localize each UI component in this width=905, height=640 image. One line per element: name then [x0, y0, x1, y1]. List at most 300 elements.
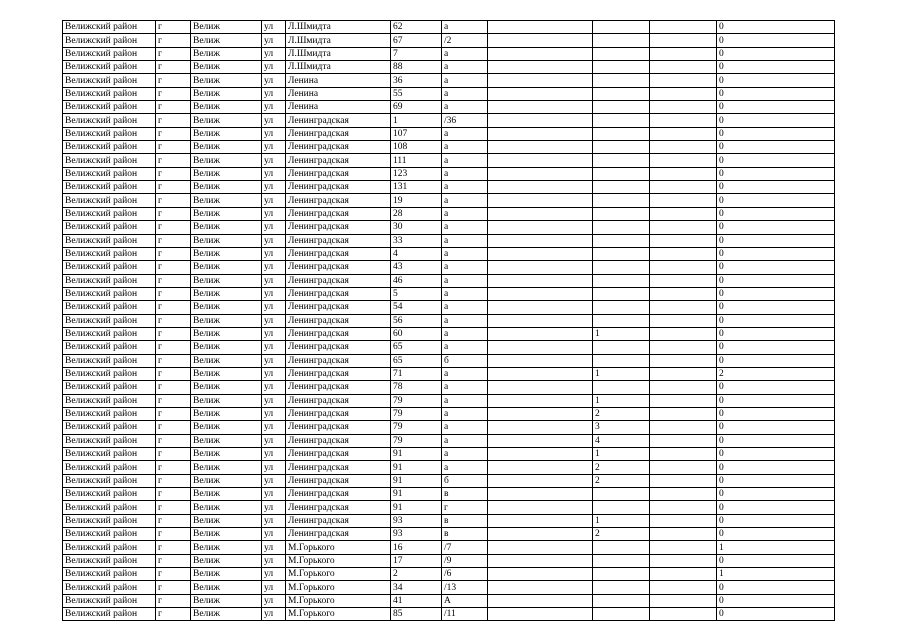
cell-house-number: 107 [391, 127, 442, 140]
cell-house-number: 111 [391, 154, 442, 167]
cell-house-suffix: а [442, 194, 488, 207]
cell-settlement-type: г [156, 501, 191, 514]
cell-street: Ленинградская [286, 181, 391, 194]
cell-building [488, 354, 593, 367]
cell-extra [650, 461, 717, 474]
cell-building [488, 114, 593, 127]
cell-district: Велижский район [63, 581, 156, 594]
cell-district: Велижский район [63, 341, 156, 354]
cell-house-suffix: а [442, 21, 488, 34]
table-row [63, 154, 835, 167]
cell-street-type: ул [262, 421, 286, 434]
cell-district: Велижский район [63, 181, 156, 194]
cell-street: Ленина [286, 74, 391, 87]
cell-apartment: 2 [593, 528, 650, 541]
cell-settlement: Велиж [191, 341, 262, 354]
cell-district: Велижский район [63, 314, 156, 327]
cell-house-number: 1 [391, 114, 442, 127]
cell-settlement-type: г [156, 87, 191, 100]
cell-apartment: 2 [593, 474, 650, 487]
cell-building [488, 407, 593, 420]
cell-apartment: 3 [593, 421, 650, 434]
cell-apartment [593, 167, 650, 180]
cell-house-number: 69 [391, 101, 442, 114]
cell-settlement-type: г [156, 421, 191, 434]
cell-street: Ленинградская [286, 221, 391, 234]
cell-street: М.Горького [286, 541, 391, 554]
cell-extra [650, 421, 717, 434]
cell-house-suffix: а [442, 221, 488, 234]
cell-house-number: 65 [391, 354, 442, 367]
cell-apartment [593, 234, 650, 247]
cell-building [488, 101, 593, 114]
cell-district: Велижский район [63, 101, 156, 114]
cell-district: Велижский район [63, 114, 156, 127]
cell-apartment [593, 221, 650, 234]
cell-extra [650, 327, 717, 340]
cell-street-type: ул [262, 287, 286, 300]
table-row [63, 21, 835, 34]
cell-street-type: ул [262, 327, 286, 340]
cell-street: М.Горького [286, 581, 391, 594]
cell-count: 0 [717, 488, 835, 501]
cell-street-type: ул [262, 554, 286, 567]
cell-apartment [593, 381, 650, 394]
cell-district: Велижский район [63, 287, 156, 300]
cell-district: Велижский район [63, 234, 156, 247]
cell-settlement-type: г [156, 167, 191, 180]
cell-house-suffix: /11 [442, 608, 488, 621]
cell-settlement-type: г [156, 21, 191, 34]
cell-settlement: Велиж [191, 74, 262, 87]
cell-house-suffix: /9 [442, 554, 488, 567]
cell-street: Ленинградская [286, 381, 391, 394]
cell-apartment [593, 101, 650, 114]
cell-building [488, 34, 593, 47]
table-row [63, 327, 835, 340]
cell-count: 1 [717, 541, 835, 554]
cell-building [488, 474, 593, 487]
cell-apartment [593, 568, 650, 581]
cell-district: Велижский район [63, 301, 156, 314]
cell-apartment: 1 [593, 448, 650, 461]
cell-settlement: Велиж [191, 234, 262, 247]
cell-house-number: 79 [391, 434, 442, 447]
cell-street-type: ул [262, 381, 286, 394]
cell-building [488, 421, 593, 434]
cell-apartment [593, 314, 650, 327]
cell-count: 0 [717, 261, 835, 274]
cell-house-number: 91 [391, 461, 442, 474]
cell-house-suffix: а [442, 167, 488, 180]
table-row [63, 354, 835, 367]
cell-count: 0 [717, 287, 835, 300]
cell-extra [650, 261, 717, 274]
cell-street: Л.Шмидта [286, 34, 391, 47]
cell-street-type: ул [262, 34, 286, 47]
cell-settlement-type: г [156, 594, 191, 607]
table-row [63, 341, 835, 354]
cell-settlement-type: г [156, 101, 191, 114]
cell-street: Ленинградская [286, 194, 391, 207]
cell-house-suffix: а [442, 314, 488, 327]
cell-street-type: ул [262, 354, 286, 367]
cell-street: Ленинградская [286, 207, 391, 220]
cell-district: Велижский район [63, 87, 156, 100]
cell-settlement: Велиж [191, 461, 262, 474]
cell-house-number: 56 [391, 314, 442, 327]
cell-street-type: ул [262, 394, 286, 407]
cell-district: Велижский район [63, 274, 156, 287]
cell-extra [650, 474, 717, 487]
cell-street: Ленинградская [286, 367, 391, 380]
cell-extra [650, 381, 717, 394]
cell-street-type: ул [262, 221, 286, 234]
cell-house-number: 91 [391, 474, 442, 487]
table-row [63, 261, 835, 274]
cell-building [488, 461, 593, 474]
cell-street: Ленинградская [286, 461, 391, 474]
cell-house-number: 85 [391, 608, 442, 621]
cell-count: 0 [717, 234, 835, 247]
cell-count: 0 [717, 341, 835, 354]
cell-street: М.Горького [286, 608, 391, 621]
cell-settlement-type: г [156, 394, 191, 407]
cell-apartment [593, 87, 650, 100]
cell-house-suffix: а [442, 247, 488, 260]
cell-settlement: Велиж [191, 21, 262, 34]
cell-building [488, 74, 593, 87]
cell-street: Ленинградская [286, 514, 391, 527]
cell-count: 0 [717, 181, 835, 194]
cell-street: Ленинградская [286, 141, 391, 154]
cell-extra [650, 554, 717, 567]
cell-district: Велижский район [63, 207, 156, 220]
cell-house-suffix: а [442, 394, 488, 407]
cell-extra [650, 434, 717, 447]
cell-extra [650, 287, 717, 300]
cell-apartment [593, 34, 650, 47]
cell-settlement: Велиж [191, 474, 262, 487]
cell-extra [650, 528, 717, 541]
cell-street-type: ул [262, 194, 286, 207]
cell-street-type: ул [262, 514, 286, 527]
table-row [63, 234, 835, 247]
cell-settlement: Велиж [191, 154, 262, 167]
address-table [62, 20, 835, 621]
cell-district: Велижский район [63, 448, 156, 461]
cell-house-suffix: а [442, 461, 488, 474]
cell-house-number: 91 [391, 488, 442, 501]
table-row [63, 394, 835, 407]
cell-count: 0 [717, 581, 835, 594]
cell-house-suffix: а [442, 341, 488, 354]
cell-street: Ленинградская [286, 448, 391, 461]
cell-apartment [593, 141, 650, 154]
cell-district: Велижский район [63, 554, 156, 567]
cell-street-type: ул [262, 314, 286, 327]
cell-street: Ленинградская [286, 314, 391, 327]
cell-building [488, 274, 593, 287]
cell-apartment [593, 341, 650, 354]
cell-building [488, 554, 593, 567]
cell-street-type: ул [262, 154, 286, 167]
cell-settlement-type: г [156, 448, 191, 461]
cell-street-type: ул [262, 568, 286, 581]
cell-count: 0 [717, 514, 835, 527]
cell-district: Велижский район [63, 194, 156, 207]
table-row [63, 61, 835, 74]
cell-house-number: 108 [391, 141, 442, 154]
cell-district: Велижский район [63, 221, 156, 234]
cell-apartment [593, 274, 650, 287]
cell-house-number: 54 [391, 301, 442, 314]
cell-extra [650, 501, 717, 514]
cell-building [488, 594, 593, 607]
cell-district: Велижский район [63, 568, 156, 581]
cell-count: 0 [717, 47, 835, 60]
cell-settlement-type: г [156, 74, 191, 87]
cell-house-number: 2 [391, 568, 442, 581]
table-row [63, 474, 835, 487]
cell-count: 0 [717, 61, 835, 74]
cell-settlement: Велиж [191, 381, 262, 394]
cell-count: 2 [717, 367, 835, 380]
cell-count: 0 [717, 21, 835, 34]
cell-extra [650, 181, 717, 194]
table-row [63, 167, 835, 180]
cell-building [488, 207, 593, 220]
cell-count: 0 [717, 394, 835, 407]
cell-street-type: ул [262, 127, 286, 140]
table-row [63, 114, 835, 127]
cell-street: Ленинградская [286, 354, 391, 367]
cell-house-suffix: а [442, 154, 488, 167]
cell-house-number: 79 [391, 394, 442, 407]
cell-count: 0 [717, 101, 835, 114]
cell-settlement: Велиж [191, 394, 262, 407]
cell-settlement: Велиж [191, 541, 262, 554]
cell-house-suffix: а [442, 207, 488, 220]
cell-settlement-type: г [156, 581, 191, 594]
cell-street-type: ул [262, 274, 286, 287]
cell-extra [650, 167, 717, 180]
cell-count: 0 [717, 407, 835, 420]
cell-house-suffix: а [442, 421, 488, 434]
cell-settlement-type: г [156, 354, 191, 367]
cell-street: Ленинградская [286, 474, 391, 487]
cell-apartment [593, 61, 650, 74]
cell-building [488, 327, 593, 340]
cell-street-type: ул [262, 608, 286, 621]
cell-settlement: Велиж [191, 114, 262, 127]
cell-apartment [593, 488, 650, 501]
cell-apartment [593, 594, 650, 607]
cell-settlement: Велиж [191, 207, 262, 220]
cell-settlement-type: г [156, 554, 191, 567]
cell-extra [650, 234, 717, 247]
cell-settlement: Велиж [191, 568, 262, 581]
cell-house-number: 88 [391, 61, 442, 74]
cell-house-suffix: а [442, 448, 488, 461]
cell-count: 0 [717, 381, 835, 394]
cell-building [488, 394, 593, 407]
cell-street: Ленина [286, 87, 391, 100]
cell-settlement: Велиж [191, 274, 262, 287]
cell-house-number: 131 [391, 181, 442, 194]
cell-street: Ленинградская [286, 407, 391, 420]
cell-apartment: 1 [593, 514, 650, 527]
cell-settlement: Велиж [191, 488, 262, 501]
cell-house-number: 7 [391, 47, 442, 60]
cell-settlement-type: г [156, 127, 191, 140]
cell-street: Ленинградская [286, 341, 391, 354]
cell-apartment [593, 181, 650, 194]
cell-settlement-type: г [156, 314, 191, 327]
cell-building [488, 367, 593, 380]
cell-street-type: ул [262, 461, 286, 474]
cell-extra [650, 354, 717, 367]
cell-extra [650, 594, 717, 607]
table-row [63, 434, 835, 447]
cell-house-number: 79 [391, 421, 442, 434]
cell-street-type: ул [262, 167, 286, 180]
cell-district: Велижский район [63, 594, 156, 607]
cell-building [488, 514, 593, 527]
cell-house-suffix: а [442, 127, 488, 140]
cell-extra [650, 61, 717, 74]
cell-street: Л.Шмидта [286, 61, 391, 74]
cell-house-suffix: а [442, 407, 488, 420]
table-row [63, 34, 835, 47]
cell-apartment [593, 194, 650, 207]
cell-extra [650, 87, 717, 100]
cell-street-type: ул [262, 261, 286, 274]
cell-street-type: ул [262, 474, 286, 487]
cell-street-type: ул [262, 207, 286, 220]
cell-house-number: 71 [391, 367, 442, 380]
cell-settlement-type: г [156, 221, 191, 234]
cell-building [488, 608, 593, 621]
table-row [63, 194, 835, 207]
cell-settlement-type: г [156, 608, 191, 621]
cell-extra [650, 194, 717, 207]
cell-settlement-type: г [156, 274, 191, 287]
cell-district: Велижский район [63, 461, 156, 474]
cell-house-number: 91 [391, 448, 442, 461]
table-row [63, 581, 835, 594]
cell-street-type: ул [262, 141, 286, 154]
cell-district: Велижский район [63, 421, 156, 434]
cell-count: 0 [717, 354, 835, 367]
cell-extra [650, 34, 717, 47]
cell-house-number: 67 [391, 34, 442, 47]
cell-house-suffix: а [442, 367, 488, 380]
cell-street-type: ул [262, 594, 286, 607]
cell-house-number: 30 [391, 221, 442, 234]
cell-street-type: ул [262, 47, 286, 60]
cell-apartment [593, 554, 650, 567]
cell-settlement: Велиж [191, 167, 262, 180]
cell-house-suffix: а [442, 434, 488, 447]
cell-district: Велижский район [63, 167, 156, 180]
table-row [63, 221, 835, 234]
cell-count: 0 [717, 314, 835, 327]
cell-settlement-type: г [156, 434, 191, 447]
cell-house-suffix: А [442, 594, 488, 607]
cell-house-suffix: б [442, 354, 488, 367]
cell-house-number: 65 [391, 341, 442, 354]
cell-street: Ленинградская [286, 394, 391, 407]
cell-street-type: ул [262, 247, 286, 260]
cell-settlement-type: г [156, 367, 191, 380]
cell-settlement-type: г [156, 207, 191, 220]
cell-building [488, 167, 593, 180]
cell-count: 0 [717, 87, 835, 100]
cell-settlement: Велиж [191, 367, 262, 380]
cell-district: Велижский район [63, 514, 156, 527]
cell-street: Ленинградская [286, 327, 391, 340]
cell-count: 0 [717, 501, 835, 514]
cell-apartment [593, 47, 650, 60]
cell-street: Ленинградская [286, 501, 391, 514]
cell-street-type: ул [262, 101, 286, 114]
cell-settlement-type: г [156, 407, 191, 420]
cell-extra [650, 74, 717, 87]
cell-count: 0 [717, 221, 835, 234]
table-row [63, 74, 835, 87]
table-row [63, 568, 835, 581]
cell-apartment: 1 [593, 327, 650, 340]
cell-district: Велижский район [63, 474, 156, 487]
cell-settlement: Велиж [191, 141, 262, 154]
cell-street-type: ул [262, 434, 286, 447]
cell-street: Ленинградская [286, 434, 391, 447]
cell-count: 0 [717, 34, 835, 47]
table-row [63, 101, 835, 114]
cell-apartment [593, 114, 650, 127]
cell-building [488, 87, 593, 100]
cell-settlement: Велиж [191, 34, 262, 47]
cell-settlement: Велиж [191, 608, 262, 621]
cell-street: Ленинградская [286, 127, 391, 140]
cell-street-type: ул [262, 74, 286, 87]
cell-street: Ленинградская [286, 261, 391, 274]
cell-building [488, 127, 593, 140]
cell-district: Велижский район [63, 247, 156, 260]
cell-house-number: 34 [391, 581, 442, 594]
cell-building [488, 141, 593, 154]
cell-extra [650, 101, 717, 114]
table-row [63, 407, 835, 420]
cell-street-type: ул [262, 488, 286, 501]
cell-count: 0 [717, 327, 835, 340]
cell-house-number: 17 [391, 554, 442, 567]
cell-house-suffix: а [442, 327, 488, 340]
cell-settlement-type: г [156, 247, 191, 260]
cell-building [488, 341, 593, 354]
cell-count: 0 [717, 301, 835, 314]
cell-apartment [593, 21, 650, 34]
cell-settlement: Велиж [191, 448, 262, 461]
cell-extra [650, 314, 717, 327]
cell-count: 0 [717, 274, 835, 287]
cell-street-type: ул [262, 407, 286, 420]
cell-settlement: Велиж [191, 528, 262, 541]
cell-count: 0 [717, 448, 835, 461]
table-row [63, 207, 835, 220]
cell-apartment: 1 [593, 394, 650, 407]
